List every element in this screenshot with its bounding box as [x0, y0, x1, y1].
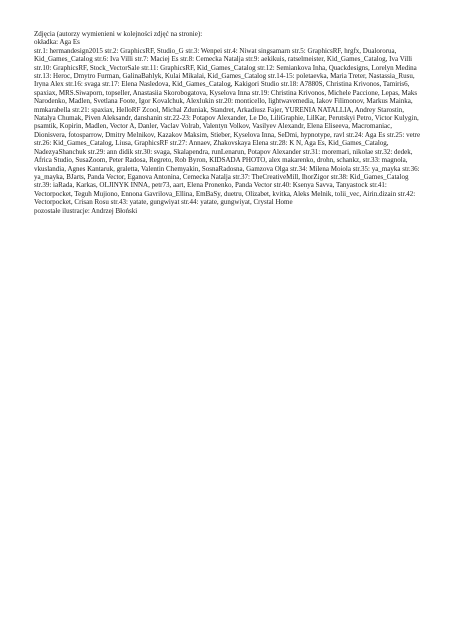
cover-credit: okładka: Aga Es: [34, 38, 80, 47]
photo-credits-block: [34, 30, 426, 215]
page-photo-credits: str.1: hermandesign2015 str.2: GraphicsRF, Studio_G str.3: Wenpei str.4: Niwat singsamarn str.5: GraphicsRF, hrgfx, Dualororua, Kid_Games_Catalog str.6: Iva Villi str.7: Maciej Es str.8: Cemecka Natalja str.9: aekikuis, ratselmeister, Kid_Games_Catalog, Iva Villi str.10: GraphicsRF, Stock_VectorSale str.11: GraphicsRF, Kid_Games_Catalog str.12: Semiankova Inha, Quackdesigns, Lorelyn Medina str.13: Heroc, Dmytro Furman, GalinaBahlyk, Kulai Mikalai, Kid_Games_Catalog str.14-15: poletaevka, Maria Treter, Nastassia_Rusu, Iryna Alex str.16: svaga str.17: Elena Nasledova, Kid_Games_Catalog, Kakigori Studio str.18: A7880S, Christina Krivonos, Tamiris6, spaxiax, MRS.Siwaporn, topseller, Anastasiia Skorobogatova, Kyselova Inna str.19: Christina Krivonos, Michele Paccione, Lepas, Maks Narodenko, Madlen, Svetlana Foote, Igor Kovalchuk, Alexlukin str.20: monticello, lightwavemedia, Iakov Filimonov, Markus Mainka, mmkarabella str.21: spaxiax, HelloRF Zcool, Michal Zduniak, Standret, Arkadiusz Fajer, YURENIA NATALLIA, Andrey Starostin, Natalya Chumak, Piven Aleksandr, danshanin str.22-23: Potapov Alexander, Le Do, LiliGraphie, LilKar, Perutskyi Petro, Victor Kulygin, psamtik, Kopirin, Madlen, Vector A, Danler, Vaclav Volrab, Valentyn Volkov, Vasilyev Alexandr, Elena Eliseeva, Macromaniac, Dionisvera, fotosparrow, Dmitry Melnikov, Kazakov Maksim, Stieber, Kyselova Inna, SeDmi, hypnotype, ravl str.24: Aga Es str.25: vetre str.26: Kid_Games_Catalog, Liusa, GraphicsRF str.27: Annaev, Zhakovskaya Elena str.28: K N, Aga Es, Kid_Games_Catalog, NadezyaShanchuk str.29: ann didik str.30: svaga, Skalapendra, runLenarun, Potapov Alexander str.31: moremari, nikolae str.32: dedek, Africa Studio, SusaZoom, Peter Radosa, Regreto, Rob Byron, KIDSADA PHOTO, alex makarenko, drohn, schankz, str.33: magnola, vkuslandia, Agnes Kantaruk, graletta, Valentin Chemyakin, SosnaRadosna, Gamzova Olga str.34: Milena Moiola str.35: ya_mayka str.36: ya_mayka, BJarts, Panda Vector, Eganova Antonina, Cemecka Natalja str.37: TheCreativeMill, IhorZigor str.38: Kid_Games_Catalog str.39: iaRada, Karkas, OLJINYK INNA, petr73, aart, Elena Pronenko, Panda Vector str.40: Ksenya Savva, Tanyastock str.41: Vectorpocket, Teguh Mujiono, Ennona Gavrilova_Ellina, EmBaSy, duetru, Olizabet, kvitka, Aleks Melnik, tolii_vec, Airin.dizain str.42: Vectorpocket, Crisan Rosu str.43: yatate, gungwiyat str.44: yatate, gungwiyat, Crystal Home: [34, 46, 421, 207]
other-illustrations-credit: pozostałe ilustracje: Andrzej Błoński: [34, 206, 138, 215]
credits-heading: Zdjęcia (autorzy wymienieni w kolejności zdjęć na stronie):: [34, 30, 203, 38]
